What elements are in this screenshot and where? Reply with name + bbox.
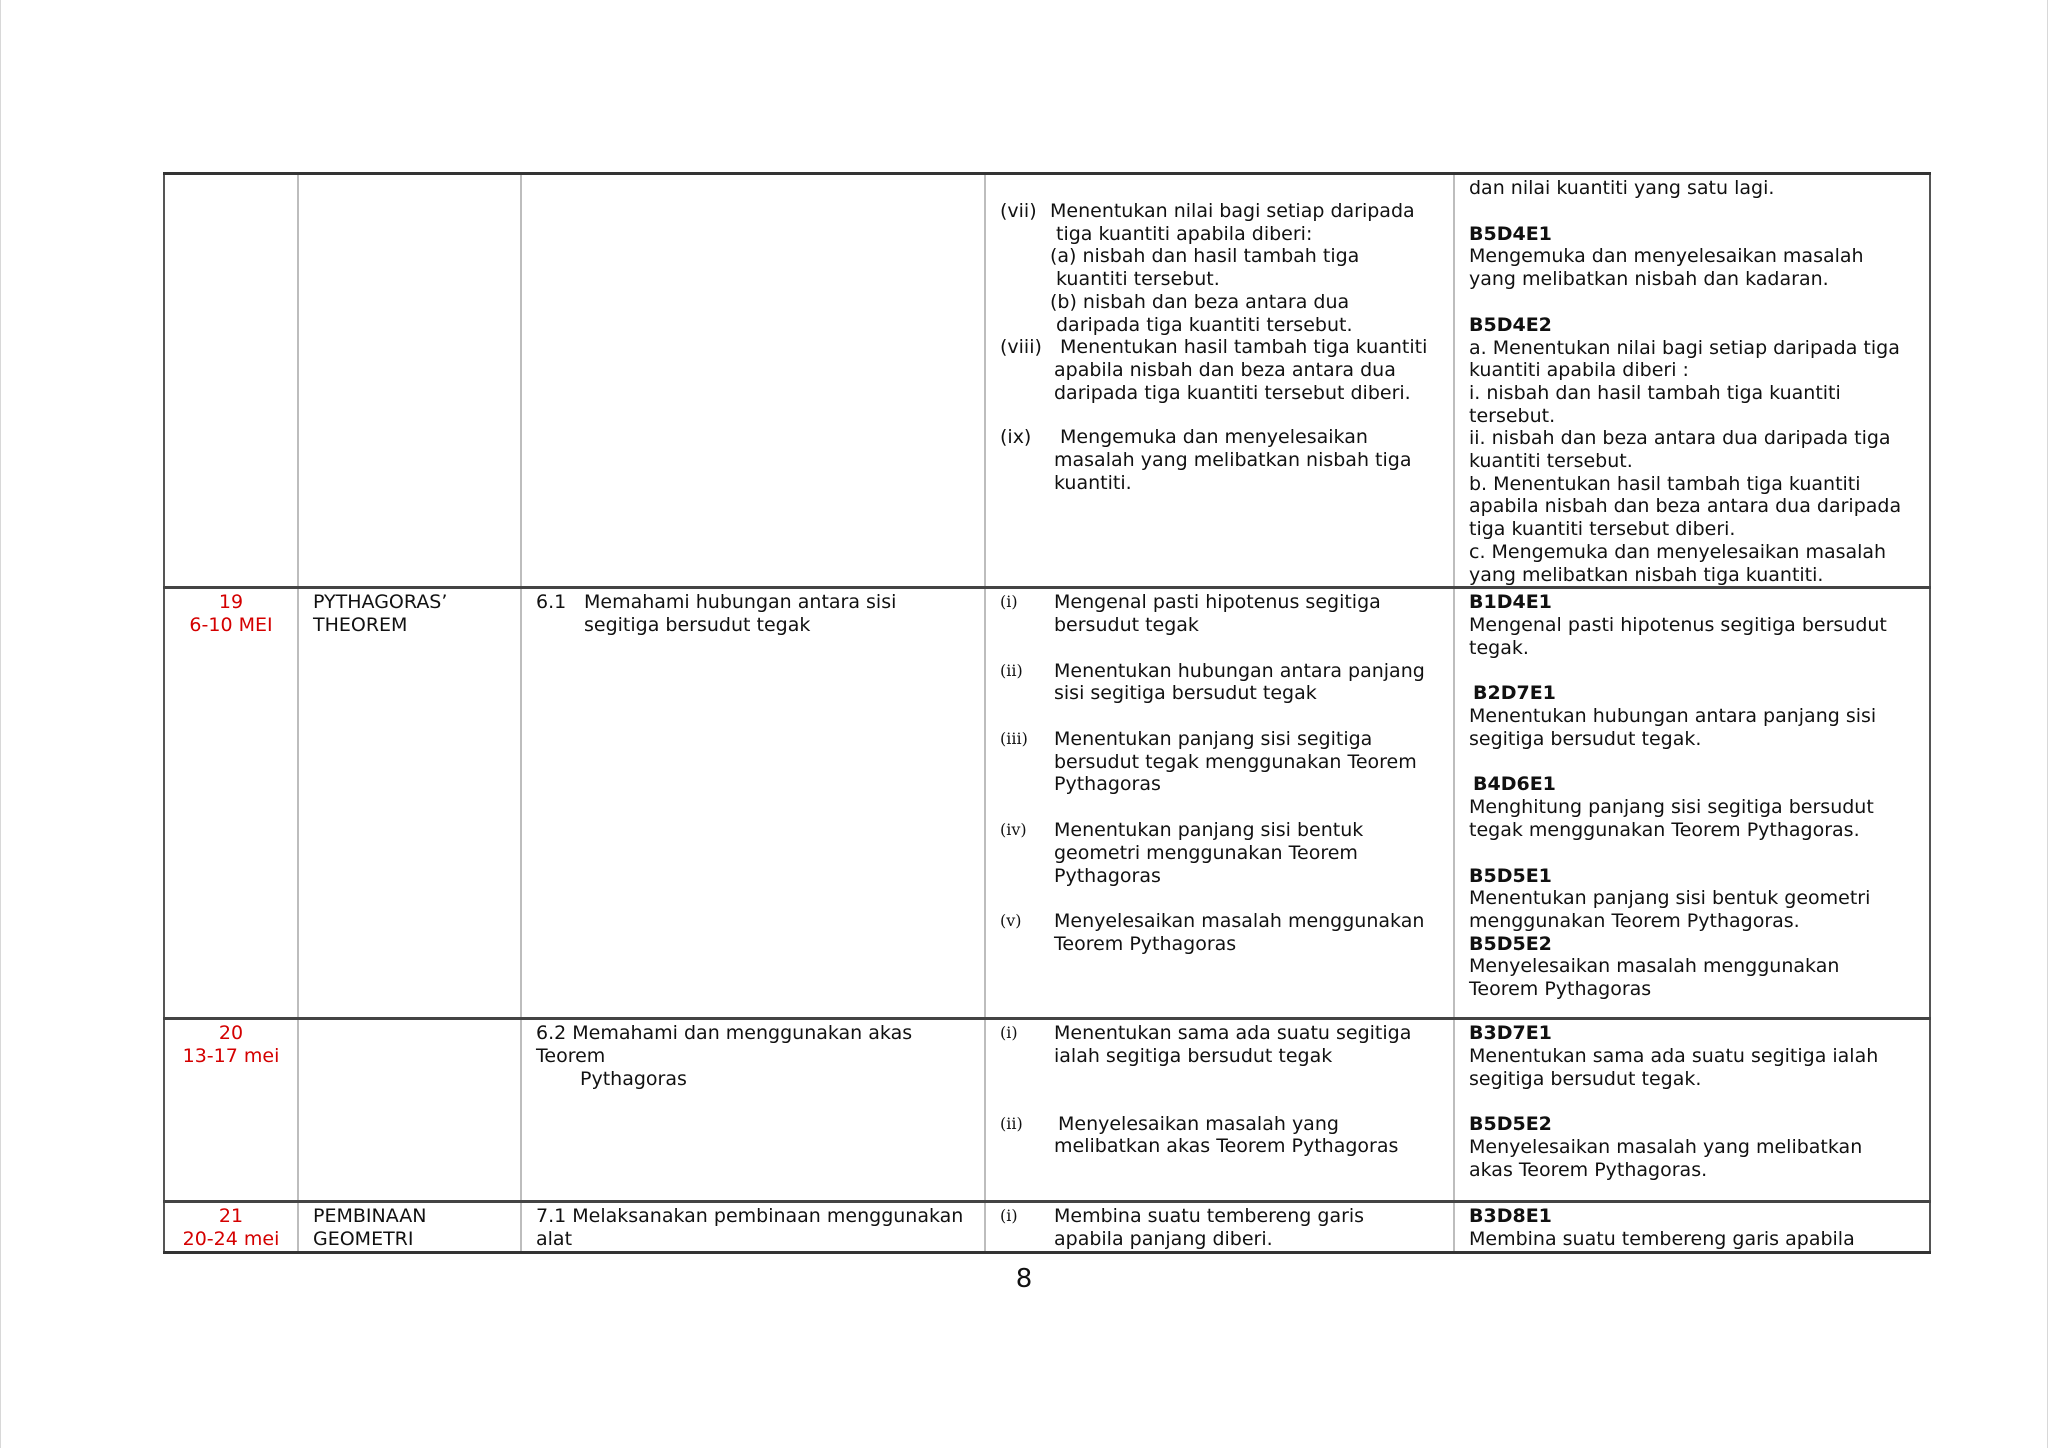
performance-code: B1D4E1 <box>1469 591 1552 614</box>
page-number: 8 <box>1015 1264 1033 1294</box>
objective-item: (i) Menentukan sama ada suatu segitiga ialah segitiga bersudut tegak <box>1000 1022 1412 1067</box>
objective-item: (i) Mengenal pasti hipotenus segitiga bersudut tegak <box>1000 591 1381 636</box>
week-cell <box>164 174 298 588</box>
table-row <box>164 588 1930 1019</box>
performance-code: B2D7E1 <box>1473 682 1556 705</box>
table-row <box>164 1202 1930 1252</box>
objective-item: (vii) Menentukan nilai bagi setiap daripada tiga kuantiti apabila diberi: (a) nisbah dan hasil tambah tiga kuantiti tersebut. (b) nisbah dan beza antara dua daripada tiga kuantiti tersebut. <box>1000 200 1415 336</box>
week-cell: 19 6-10 MEI <box>164 588 298 1019</box>
performance-code: B3D8E1 <box>1469 1205 1552 1228</box>
performance-standard-cell: B3D7E1 Menentukan sama ada suatu segitiga ialah segitiga bersudut tegak. B5D5E2 Menyelesaikan masalah yang melibatkan akas Teorem Pythagoras. <box>1454 1019 1930 1202</box>
performance-code: B5D5E2 <box>1469 1113 1552 1136</box>
learning-objectives-cell <box>985 1019 1454 1202</box>
learning-standard-cell: 6.2 Memahami dan menggunakan akas Teorem Pythagoras <box>521 1019 985 1202</box>
objective-item: (ix) Mengemuka dan menyelesaikan masalah yang melibatkan nisbah tiga kuantiti. <box>1000 426 1412 494</box>
learning-objectives-cell <box>985 174 1454 588</box>
topic-cell: PYTHAGORAS’ THEOREM <box>298 588 521 1019</box>
table-row <box>164 174 1930 588</box>
objective-item: (ii) Menyelesaikan masalah yang melibatkan akas Teorem Pythagoras <box>1000 1112 1399 1158</box>
performance-code: B5D5E1 <box>1469 864 1552 887</box>
performance-code: B4D6E1 <box>1473 773 1556 796</box>
week-cell: 20 13-17 mei <box>164 1019 298 1202</box>
performance-code: B5D4E1 <box>1469 222 1552 245</box>
objective-item: (viii) Menentukan hasil tambah tiga kuantiti apabila nisbah dan beza antara dua daripada tiga kuantiti tersebut diberi. <box>1000 336 1428 404</box>
learning-standard-cell: 6.1 Memahami hubungan antara sisi segitiga bersudut tegak <box>521 588 985 1019</box>
performance-code: B5D4E2 <box>1469 313 1552 336</box>
performance-code: B3D7E1 <box>1469 1022 1552 1045</box>
performance-code: B5D5E2 <box>1469 932 1552 955</box>
objective-item: (i) Membina suatu tembereng garis apabila panjang diberi. <box>1000 1205 1365 1250</box>
topic-cell <box>298 174 521 588</box>
table-row <box>164 1019 1930 1202</box>
objective-item: (iii) Menentukan panjang sisi segitiga bersudut tegak menggunakan Teorem Pythagoras <box>1000 728 1417 796</box>
scheme-of-work-table <box>163 172 1931 1254</box>
objective-item: (v) Menyelesaikan masalah menggunakan Teorem Pythagoras <box>1000 910 1425 955</box>
learning-standard-cell <box>521 174 985 588</box>
objective-item: (iv) Menentukan panjang sisi bentuk geometri menggunakan Teorem Pythagoras <box>1000 819 1364 887</box>
performance-standard-cell: dan nilai kuantiti yang satu lagi. B5D4E1 Mengemuka dan menyelesaikan masalah yang melibatkan nisbah dan kadaran. B5D4E2 a. Menentukan nilai bagi setiap daripada tiga kuantiti apabila diberi : i. nisbah dan hasil tambah tiga kuantiti tersebut. ii. nisbah dan beza antara dua daripada tiga kuantiti tersebut. b. Menentukan hasil tambah tiga kuantiti apabila nisbah dan beza antara dua daripada tiga kuantiti tersebut diberi. c. Mengemuka dan menyelesaikan masalah yang melibatkan nisbah tiga kuantiti. <box>1454 174 1930 588</box>
objective-item: (ii) Menentukan hubungan antara panjang sisi segitiga bersudut tegak <box>1000 659 1425 705</box>
topic-cell <box>298 1019 521 1202</box>
performance-standard-cell: B3D8E1 Membina suatu tembereng garis apabila <box>1454 1202 1930 1252</box>
week-cell: 21 20-24 mei <box>164 1202 298 1252</box>
learning-objectives-cell <box>985 588 1454 1019</box>
topic-cell: PEMBINAAN GEOMETRI <box>298 1202 521 1252</box>
performance-standard-cell: B1D4E1 Mengenal pasti hipotenus segitiga bersudut tegak. B2D7E1 Menentukan hubungan antara panjang sisi segitiga bersudut tegak. B4D6E1 Menghitung panjang sisi segitiga bersudut tegak menggunakan Teorem Pythagoras. B5D5E1 Menentukan panjang sisi bentuk geometri menggunakan Teorem Pythagoras. B5D5E2 Menyelesaikan masalah menggunakan Teorem Pythagoras <box>1454 588 1930 1019</box>
learning-objectives-cell <box>985 1202 1454 1252</box>
learning-standard-cell: 7.1 Melaksanakan pembinaan menggunakan alat <box>521 1202 985 1252</box>
